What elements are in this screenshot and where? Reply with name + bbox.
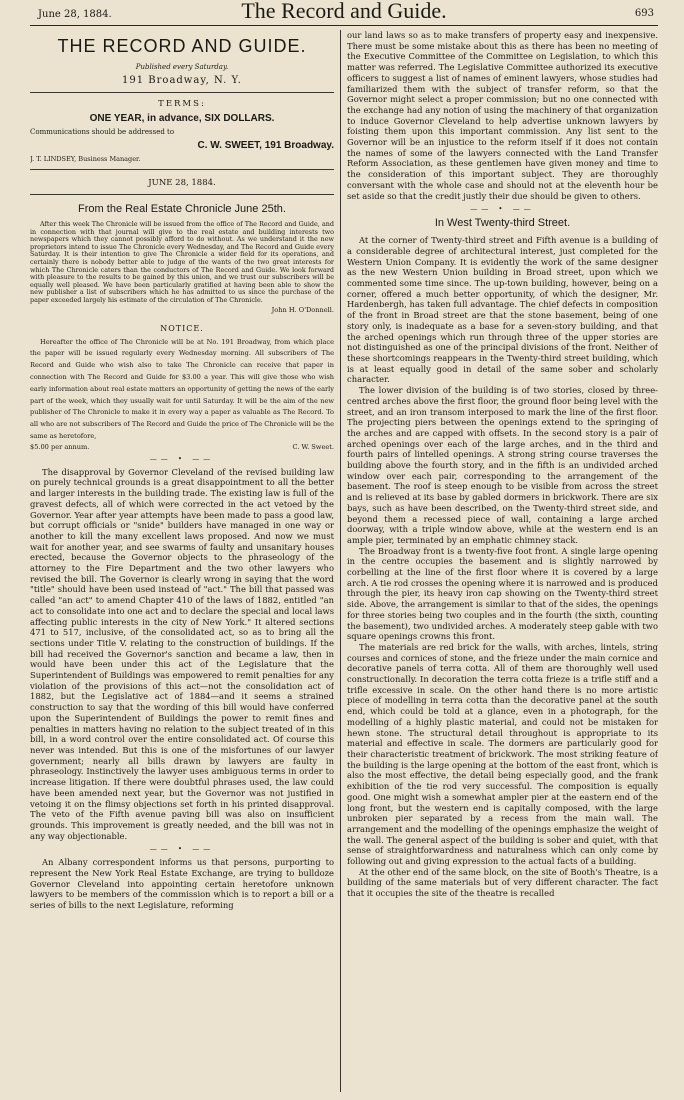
continued-paragraph: our land laws so as to make transfers of property easy and inexpensive. There must be some mistake about this as there has been no meeting of the Executive Committee of the Committee on Legislation, to which this matter was referred. The Legislative Committee authorized its executive officers to suggest a list of names of eminent lawyers, whose studies had familiarized them with the subject of transfer reform, so that the Governor might select a proper commission; but no one connected with the exchange had any notion of using the machinery of that organization to induce Governor Cleveland to help advertise unknown lawyers by foisting them upon this important commission. Any list sent to the Governor will be an injustice to the reform itself if it does not contain the names of some of the lawyers connected with the Land Transfer Reform Association, as these gentlemen have given money and time to the consideration of this important subject. They are thoroughly conversant with the whole case and should not at the eleventh hour be set aside so that the credit justly their due should be given to others.: [347, 30, 658, 201]
article-paragraph: At the other end of the same block, on the site of Booth's Theatre, is a building of the same materials but of very different character. The fact that it occupies the site of the theatre is recalled: [347, 866, 658, 899]
notice-signature: C. W. Sweet.: [292, 442, 334, 451]
left-column: [30, 30, 334, 1092]
ornament-separator: —— • ——: [149, 454, 215, 463]
article-paragraph: The Broadway front is a twenty-five foot front. A single large opening in the centre occupies the basement and is slightly narrowed by corbelling at the line of the first floor where it is covered by a large arch. A tie rod crosses the opening where it is narrowed and is produced through the pier, its heavy iron cap showing on the Twenty-third street side. Above, the arrangement is similar to that of the sides, the openings for three stories being two couples and in the fourth (the sixth, counting the basement), two undivided arches. A moderately steep gable with two square openings crowns this front.: [347, 545, 658, 642]
article-paragraph: The disapproval by Governor Cleveland of the revised building law on purely technical grounds is a great disappointment to all the better and larger interests in the building trade. The existing law is full of the gravest defects, all of which were corrected in the act vetoed by the Governor. Year after year attempts have been made to pass a good law, but corrupt officials or "snide" builders have managed in one way or another to kill the many excellent laws proposed. And now we must wait for another year, and see swarms of faulty and unsanitary houses erected, because the Governor objects to the phraseology of the attorney to the Fire Department and the two other lawyers who revised the bill. The Governor is clearly wrong in saying that the word "title" should have been used instead of "act." The bill that passed was called "an act" to amend Chapter 410 of the laws of 1882, entitled "an act to consolidate into one act and to declare the special and local laws affecting public interests in the city of New York." It altered sections 471 to 517, inclusive, of the consolidated act, so as to bring all the sections under Title V. relating to the construction of buildings. If the bill had received the Governor's sanction and became a law, then in would have been under this act of the Legislature that the Superintendent of Buildings was empowered to remit penalties for any violation of the provisions of this act—not the consolidation act of 1882, but the Legislative act of 1884—and it seems a strained construction to say that the wording of this bill would have conferred upon the Superintendent of Buildings the power to remit fines and penalties in matters having no relation to the subject treated of in this bill, in a word control over the entire consolidated act. Of course this never was intended. But this is one of the misfortunes of our lawyer government; nearly all bills drawn by lawyers are faulty in phraseology. Instinctively the lawyer uses ambiguous terms in order to increase litigation. If there were doubtful phrases used, the law could have been amended next year, but the Governor was not justified in vetoing it on the flimsy objections set forth in his printed disapproval. The veto of the Fifth avenue paving bill was also on insufficient grounds. This improvement is greatly needed, and the bill was not in any way objectionable.: [30, 466, 334, 841]
header-date: June 28, 1884.: [38, 9, 112, 20]
notice-headline: NOTICE.: [160, 323, 204, 333]
terms-price: ONE YEAR, in advance, SIX DOLLARS.: [89, 113, 275, 124]
masthead-address: 191 Broadway, N. Y.: [122, 75, 242, 86]
terms-label: TERMS:: [158, 99, 206, 109]
page-number: 693: [634, 8, 654, 19]
terms-addressee: C. W. SWEET, 191 Broadway.: [197, 140, 334, 151]
right-column: [347, 30, 658, 1092]
chronicle-signature: John H. O'Donnell.: [271, 305, 334, 314]
article-paragraph: An Albany correspondent informs us that persons, purporting to represent the New York Real Estate Exchange, are trying to bulldoze Governor Cleveland into appointing certain heretofore unknown lawyers to be members of the commission which is to report a bill or a series of bills to the next Legislature, reforming: [30, 857, 334, 911]
article-paragraph: The lower division of the building is of two stories, closed by three-centred arches above the first floor, the ground floor being level with the street, and an iron transom interposed to mark the line of the first floor. The projecting piers between the openings extend to the springing of the arches and are capped with offsets. In the second story is a pair of arched openings over each of the large arches, and in the third and fourth pairs of lintelled openings. A strong string course traverses the building above the fourth story, and in the fifth is an undivided arched window over each pair, corresponding to the arrangement of the basement. The roof is steep enough to be visible from across the street and is relieved at its base by gabled dormers in brickwork. There are six bays, such as have been described, on the Twenty-third street side, and beyond them a recessed piece of wall, containing a large arched doorway, with a triple window above, while at the western end is an ample pier, terminated by an emphatic chimney stack.: [347, 385, 658, 545]
ornament-separator: —— • ——: [149, 845, 215, 854]
business-manager: J. T. LINDSEY, Business Manager.: [30, 155, 141, 163]
notice-price: $5.00 per annum.: [30, 442, 90, 451]
divider: [30, 169, 334, 170]
west-23rd-headline: In West Twenty-third Street.: [434, 217, 571, 230]
divider: [30, 194, 334, 195]
header-title: The Record and Guide.: [241, 0, 447, 23]
masthead-title: THE RECORD AND GUIDE.: [57, 36, 307, 56]
terms-communications: Communications should be addressed to: [30, 128, 175, 136]
issue-date: JUNE 28, 1884.: [148, 178, 216, 188]
chronicle-headline: From the Real Estate Chronicle June 25th.: [78, 203, 286, 215]
column-divider: [340, 30, 341, 1092]
chronicle-paragraph: After this week The Chronicle will be issued from the office of The Record and Guide, and in connection with that journal will give to the real estate and building interests two newspapers which they cannot possibly afford to do without. As we understand it the new proprietors intend to issue The Chronicle every Wednesday, and The Record and Guide every Saturday. It is their intention to give The Chronicle a wider field for its operations, and certainly there is nobody better able to judge of the wants of the two great interests for which The Chronicle caters than the conductors of The Record and Guide. We look forward with pleasure to the results to be gained by this union, and we trust our subscribers will be equally well pleased. We have been particularly gratified at having been able to show the new publisher a list of subscribers which he has admitted to us since the purchase of the paper exceeded largely his estimate of the circulation of The Chronicle.: [30, 220, 334, 304]
notice-paragraph: Hereafter the office of The Chronicle will be at No. 191 Broadway, from which place the paper will be issued regularly every Wednesday morning. All subscribers of The Record and Guide who wish also to take The Chronicle can receive that paper in connection with The Record and Guide for $3.00 a year. This will give those who wish early information about real estate matters an opportunity of getting the news of the early part of the week, which they usually wait for until Saturday. It will be the aim of the new publisher of The Chronicle to make it in every way a paper as valuable as The Record. To all who are not subscribers of The Record and Guide the price of The Chronicle will be the same as heretofore,: [30, 337, 334, 440]
masthead-published: Published every Saturday.: [135, 63, 229, 71]
article-paragraph: At the corner of Twenty-third street and Fifth avenue is a building of a considerable degree of architectural interest, just completed for the Western Union Company. It is evidently the work of the same designer as the new Western Union building in Broad street, upon which we commented some time since. The up-town building, however, being on a corner, offered a much better opportunity, of which the designer, Mr. Hardenbergh, has taken full advantage. The chief defects in composition of the front in Broad street are that the stone basement, being of one story only, is inadequate as a base for a seven-story building, and that the arched openings which run through three of the upper stories are not distinguished as one of the principal divisions of the front. Neither of these shortcomings reappears in the Twenty-third street building, which is at least equally good in detail of the same sober and scholarly character.: [347, 235, 658, 385]
divider: [30, 92, 334, 93]
running-header: [30, 0, 658, 26]
notice-footer: [30, 443, 334, 451]
article-paragraph: The materials are red brick for the walls, with arches, lintels, string courses and cornices of stone, and the frieze under the main cornice and decorative panels of terra cotta. All of them are thoroughly well used constructionally. In decoration the terra cotta frieze is a trifle stiff and a trifle excessive in scale. On the other hand there is no more artistic piece of modelling in terra cotta than the decorative panel at the south end, which could be told at a glance, even in a photograph, for the modelling of a highly plastic material, and could not be mistaken for hewn stone. The structural detail throughout is appropriate to its material and effective in scale. The dormers are particularly good for their characteristic treatment of brickwork. The most striking feature of the building is the large opening at the bottom of the east front, which is also the most effective, the detail being especially good, and the frank exhibition of the tie rod very successful. The composition is equally good. One might wish a somewhat ampler pier at the eastern end of the long front, but the western end is capitally composed, with the large unbroken pier separated by a recess from the main wall. The arrangement and the modelling of the openings emphasize the weight of the wall. The general aspect of the building is sober and quiet, with that sense of straightforwardness and naturalness which can only come by following out and giving expression to the actual facts of a building.: [347, 641, 658, 867]
ornament-separator: —— • ——: [470, 205, 535, 214]
